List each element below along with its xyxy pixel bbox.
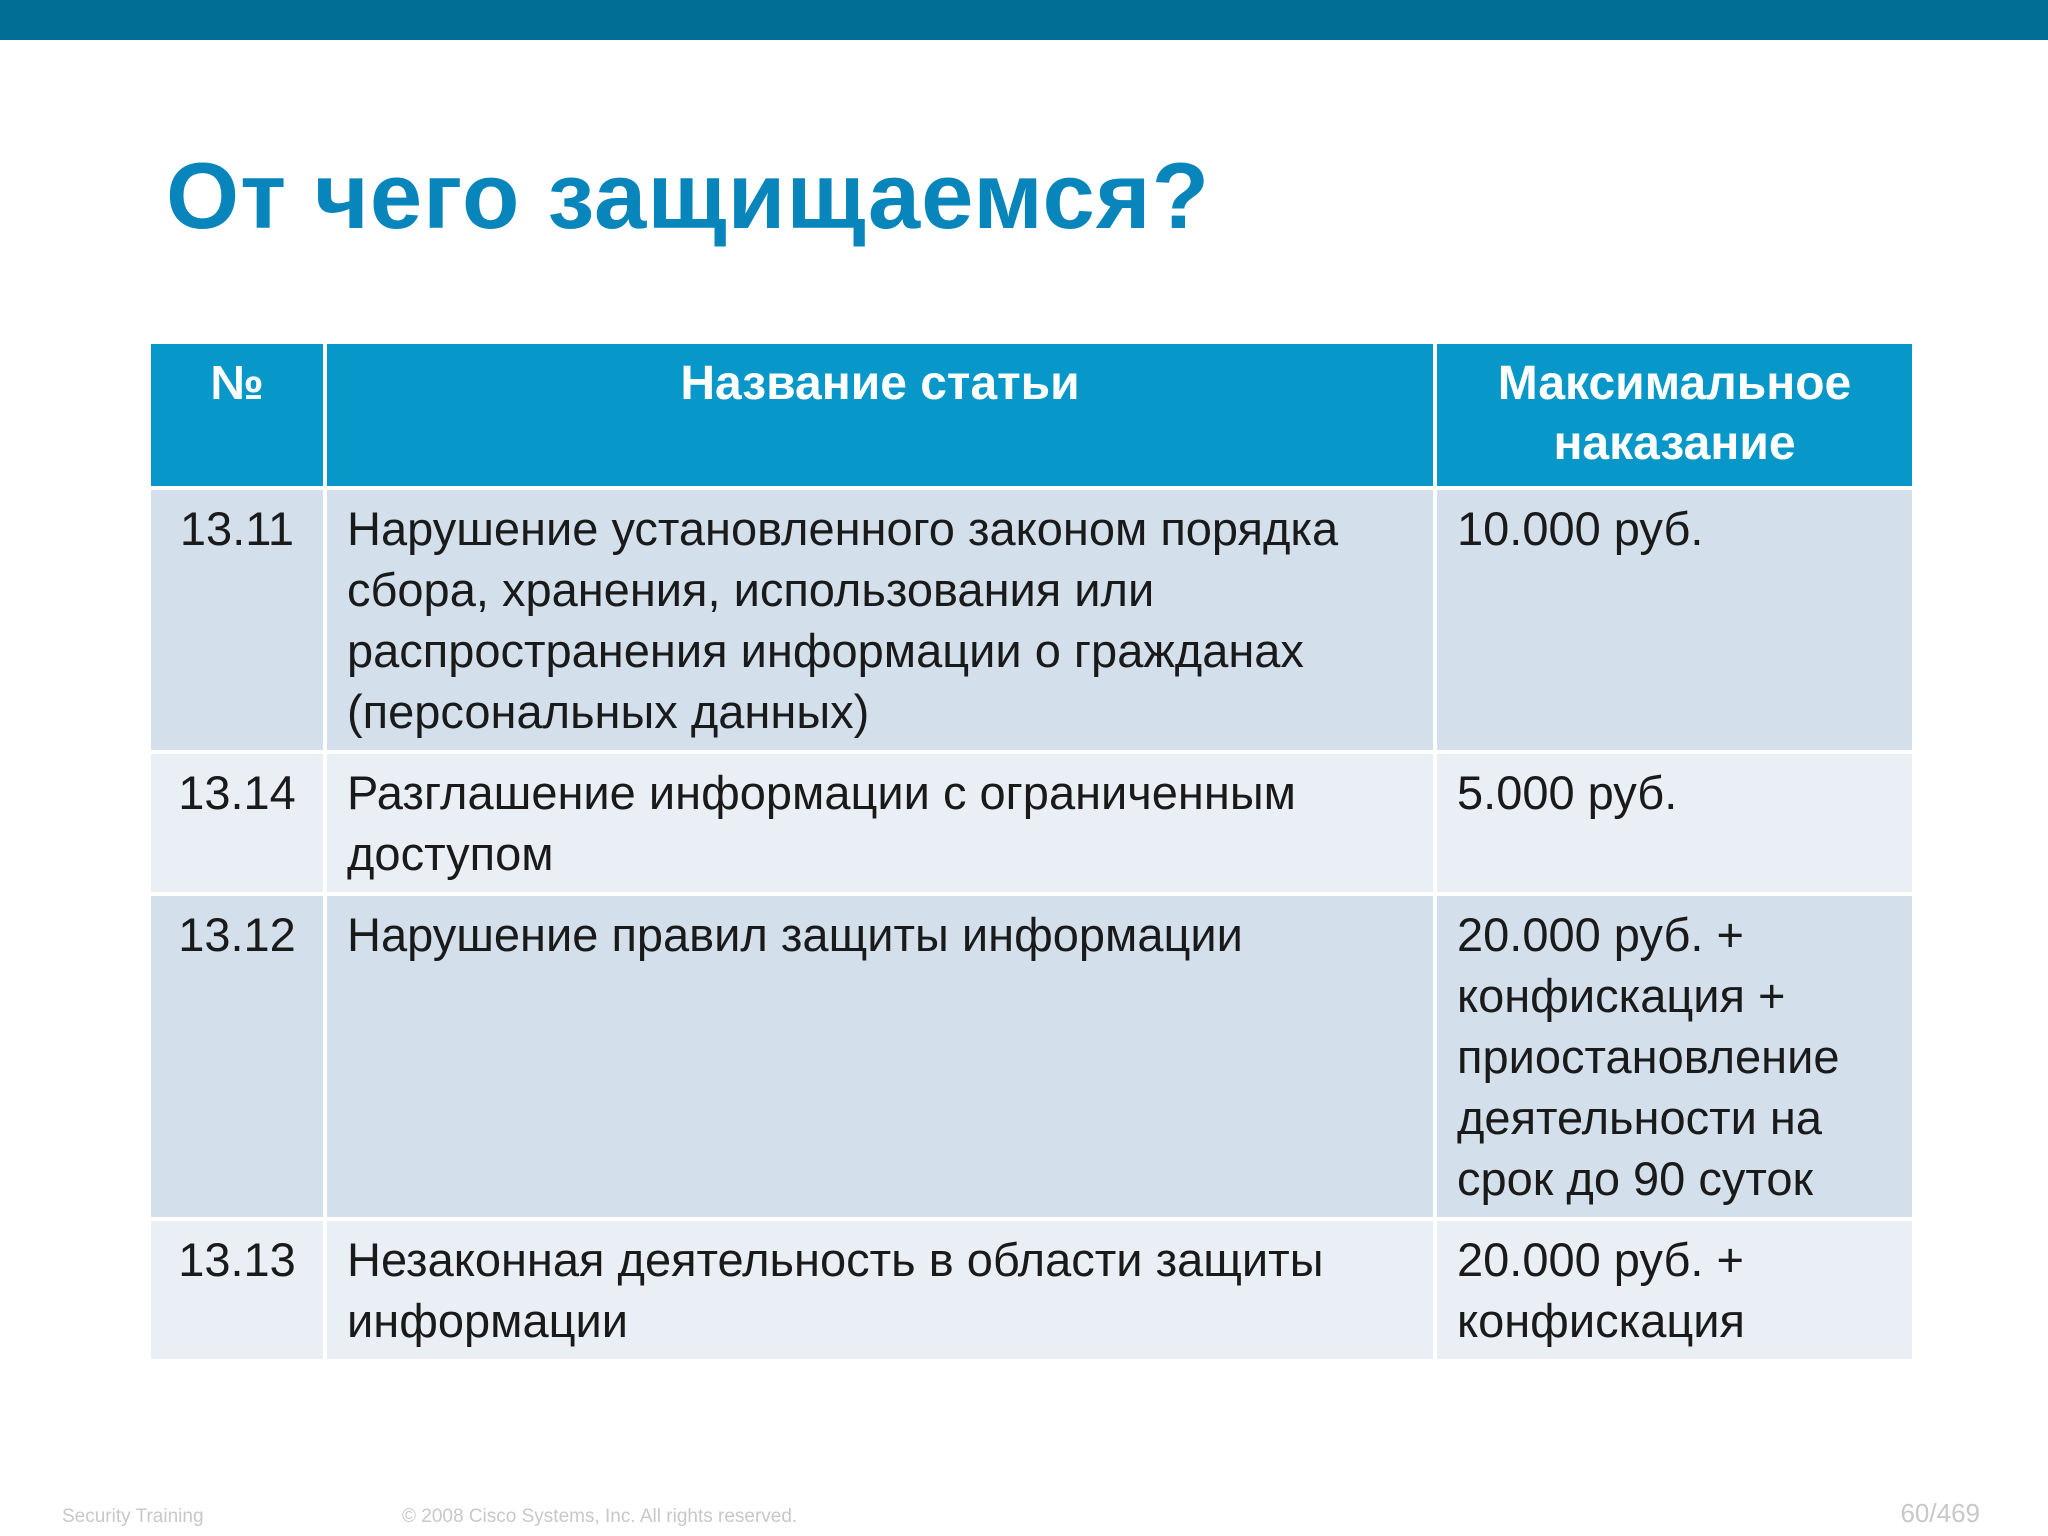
article-penalty: 20.000 руб. + конфискация bbox=[1437, 1221, 1912, 1359]
footer-copyright: © 2008 Cisco Systems, Inc. All rights reserved. bbox=[402, 1506, 798, 1527]
article-number: 13.14 bbox=[151, 754, 323, 892]
slide-title: От чего защищаемся? bbox=[166, 143, 1211, 248]
penalty-table bbox=[147, 340, 1916, 1363]
footer-course-name: Security Training bbox=[62, 1506, 204, 1527]
header-number: № bbox=[151, 344, 323, 486]
article-name: Незаконная деятельность в области защиты информации bbox=[327, 1221, 1433, 1359]
article-number: 13.11 bbox=[151, 490, 323, 750]
top-bar bbox=[0, 0, 2048, 40]
article-number: 13.12 bbox=[151, 896, 323, 1217]
article-penalty: 5.000 руб. bbox=[1437, 754, 1912, 892]
article-penalty: 20.000 руб. + конфискация + приостановление деятельности на срок до 90 суток bbox=[1437, 896, 1912, 1217]
table-header-row bbox=[151, 344, 1912, 486]
article-number: 13.13 bbox=[151, 1221, 323, 1359]
article-name: Разглашение информации с ограниченным доступом bbox=[327, 754, 1433, 892]
table-row bbox=[151, 490, 1912, 750]
table-row bbox=[151, 1221, 1912, 1359]
article-name: Нарушение правил защиты информации bbox=[327, 896, 1433, 1217]
table-row bbox=[151, 754, 1912, 892]
article-penalty: 10.000 руб. bbox=[1437, 490, 1912, 750]
page-number: 60/469 bbox=[1900, 1498, 1980, 1528]
table-row bbox=[151, 896, 1912, 1217]
header-article-name: Название статьи bbox=[327, 344, 1433, 486]
header-max-penalty: Максимальное наказание bbox=[1437, 344, 1912, 486]
article-name: Нарушение установленного законом порядка сбора, хранения, использования или распространения информации о гражданах (персональных данных) bbox=[327, 490, 1433, 750]
